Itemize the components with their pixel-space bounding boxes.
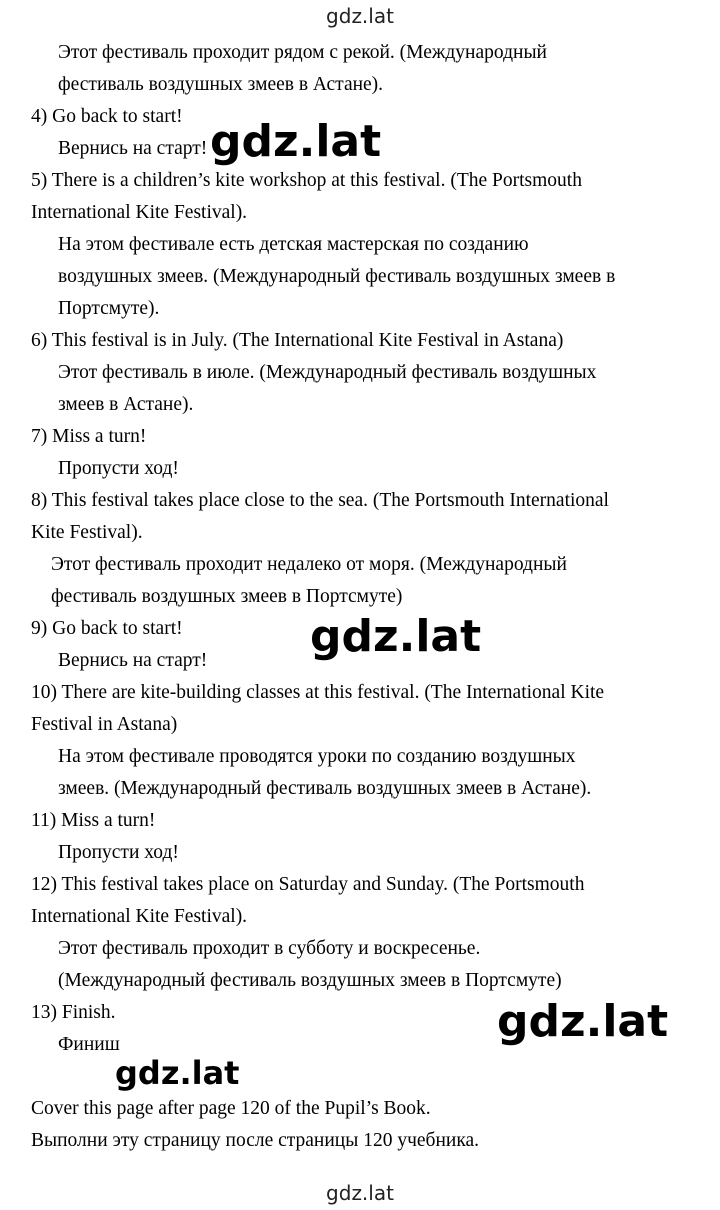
text-line: 4) Go back to start! (31, 106, 183, 127)
text-line: фестиваль воздушных змеев в Портсмуте) (51, 586, 403, 607)
watermark-logo: gdz.lat (115, 1054, 240, 1092)
footer-watermark: gdz.lat (326, 1181, 394, 1205)
text-line: Вернись на старт! (58, 650, 208, 671)
text-line: 5) There is a children’s kite workshop at this festival. (The Portsmouth (31, 170, 582, 191)
text-line: Этот фестиваль проходит рядом с рекой. (Международный (58, 42, 547, 63)
text-line: International Kite Festival). (31, 202, 248, 223)
text-line: Портсмуте). (58, 298, 160, 319)
text-line: 7) Miss a turn! (31, 426, 147, 447)
text-line: 9) Go back to start! (31, 618, 183, 639)
text-line: International Kite Festival). (31, 906, 248, 927)
watermark-logo: gdz.lat (310, 611, 482, 662)
text-line: воздушных змеев. (Международный фестиваль воздушных змеев в (58, 266, 616, 287)
header-watermark: gdz.lat (326, 4, 394, 28)
text-line: Пропусти ход! (58, 842, 179, 863)
text-line: 11) Miss a turn! (31, 810, 156, 831)
text-line: Этот фестиваль проходит в субботу и воскресенье. (58, 938, 481, 959)
text-line: фестиваль воздушных змеев в Астане). (58, 74, 384, 95)
watermark-logo: gdz.lat (497, 996, 669, 1047)
text-line: 8) This festival takes place close to the sea. (The Portsmouth International (31, 490, 609, 511)
text-line: Этот фестиваль проходит недалеко от моря. (Международный (51, 554, 567, 575)
text-line: 13) Finish. (31, 1002, 116, 1023)
text-line: 12) This festival takes place on Saturday and Sunday. (The Portsmouth (31, 874, 585, 895)
text-line: На этом фестивале есть детская мастерская по созданию (58, 234, 529, 255)
watermark-logo: gdz.lat (210, 116, 382, 167)
text-line: Festival in Astana) (31, 714, 178, 735)
text-line: Kite Festival). (31, 522, 143, 543)
text-line: змеев в Астане). (58, 394, 194, 415)
text-line: 10) There are kite-building classes at this festival. (The International Kite (31, 682, 605, 703)
text-line: На этом фестивале проводятся уроки по созданию воздушных (58, 746, 576, 767)
text-line: 6) This festival is in July. (The International Kite Festival in Astana) (31, 330, 564, 351)
text-line: змеев. (Международный фестиваль воздушных змеев в Астане). (58, 778, 592, 799)
text-line: Финиш (58, 1034, 120, 1055)
text-line: Cover this page after page 120 of the Pupil’s Book. (31, 1098, 431, 1119)
text-line: Выполни эту страницу после страницы 120 учебника. (31, 1130, 480, 1151)
text-line: Вернись на старт! (58, 138, 208, 159)
text-line: (Международный фестиваль воздушных змеев в Портсмуте) (58, 970, 562, 991)
text-line: Пропусти ход! (58, 458, 179, 479)
text-line: Этот фестиваль в июле. (Международный фестиваль воздушных (58, 362, 597, 383)
